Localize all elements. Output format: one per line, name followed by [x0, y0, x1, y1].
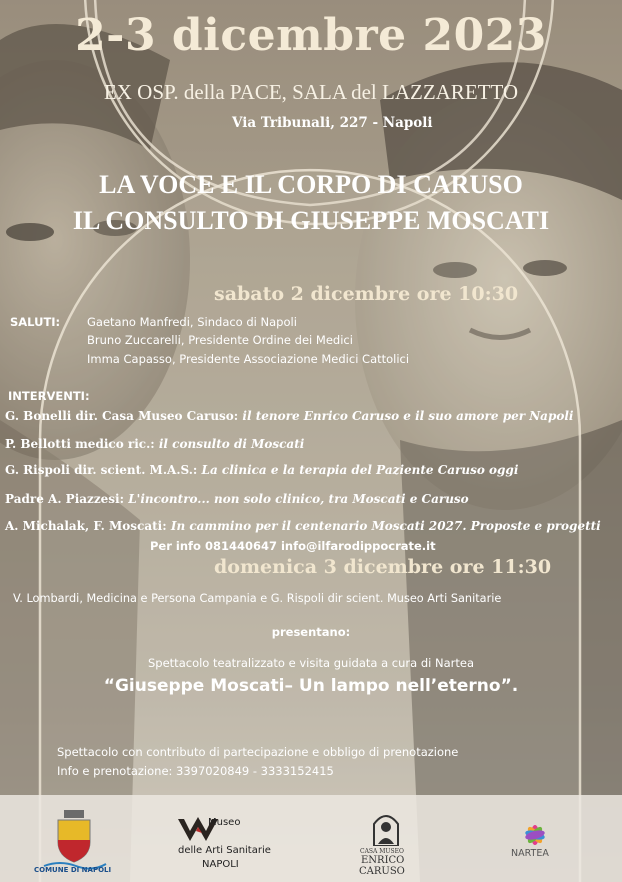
saluti-item [87, 352, 409, 366]
title-line-1: LA VOCE E IL CORPO DI CARUSO [99, 170, 523, 199]
nartea-label: NARTEA [511, 848, 549, 859]
presentano: presentano: [271, 625, 351, 639]
intervento-item [5, 437, 304, 451]
intervento-speaker: A. Michalak, F. Moscati: [5, 519, 171, 533]
saturday-heading [214, 283, 518, 305]
intervento-topic: La clinica e la terapia del Paziente Caruso oggi [201, 463, 519, 477]
event-address: Via Tribunali, 227 - Napoli [232, 115, 433, 131]
casa-line-3: CARUSO [359, 866, 405, 877]
saluti-item [87, 333, 353, 347]
interventi-label: INTERVENTI: [8, 389, 90, 403]
saturday-info: Per info 081440647 info@ilfarodippocrate.it [150, 539, 436, 553]
sunday-presenters: V. Lombardi, Medicina e Persona Campania e G. Rispoli dir scient. Museo Arti Sanitarie [13, 592, 502, 605]
saluti-item [87, 315, 297, 329]
intervento-speaker: P. Bellotti medico ric.: [5, 437, 159, 451]
casa-line-2: ENRICO [361, 855, 405, 866]
casa-line-1: CASA MUSEO [360, 848, 404, 855]
show-description: Spettacolo teatralizzato e visita guidata a cura di Nartea [148, 656, 474, 670]
intervento-speaker: G. Bonelli dir. Casa Museo Caruso: [5, 409, 243, 423]
intervento-topic: L'incontro... non solo clinico, tra Moscati e Caruso [128, 492, 469, 506]
booking-note: Spettacolo con contributo di partecipazione e obbligo di prenotazione [57, 745, 459, 759]
saluti-role: Sindaco di Napoli [193, 315, 297, 329]
sunday-heading: domenica 3 dicembre ore 11:30 [214, 556, 552, 578]
saluti-role: Presidente Ordine dei Medici [184, 333, 353, 347]
comune-napoli-logo [34, 808, 112, 878]
museo-line-3: NAPOLI [202, 859, 239, 870]
nartea-flower-icon [513, 815, 557, 847]
intervento-topic: il consulto di Moscati [158, 437, 305, 451]
show-title: “Giuseppe Moscati– Un lampo nell’eterno”. [103, 676, 519, 696]
casa-museo-caruso-logo [356, 812, 416, 878]
booking-phones: Info e prenotazione: 3397020849 - 3333152415 [57, 764, 334, 778]
intervento-speaker: G. Rispoli dir. scient. M.A.S.: [5, 463, 202, 477]
saturday-date: sabato 2 dicembre [214, 283, 411, 305]
caruso-bust-icon [370, 812, 402, 846]
museo-arti-sanitarie-logo [176, 815, 286, 875]
museo-line-2: delle Arti Sanitarie [178, 845, 271, 856]
saluti-name: Gaetano Manfredi, [87, 315, 194, 329]
nartea-logo [505, 815, 565, 875]
title-line-2: IL CONSULTO DI GIUSEPPE MOSCATI [72, 206, 550, 235]
intervento-item [5, 409, 573, 423]
intervento-speaker: Padre A. Piazzesi: [5, 492, 129, 506]
saluti-name: Imma Capasso, [87, 352, 176, 366]
museo-line-1: Museo [208, 817, 241, 828]
intervento-item [5, 519, 601, 533]
intervento-topic: In cammino per il centenario Moscati 2027. Proposte e progetti [170, 519, 601, 533]
comune-label: COMUNE DI NAPOLI [34, 866, 112, 874]
event-venue: EX OSP. della PACE, SALA del LAZZARETTO [103, 80, 519, 104]
saluti-label: SALUTI: [10, 315, 61, 329]
event-date: 2-3 dicembre 2023 [75, 10, 547, 61]
saluti-name: Bruno Zuccarelli, [87, 333, 185, 347]
intervento-item [5, 492, 469, 506]
saturday-time: ore 10:30 [416, 283, 519, 305]
intervento-topic: il tenore Enrico Caruso e il suo amore per Napoli [242, 409, 574, 423]
intervento-item [5, 463, 518, 477]
saluti-role: Presidente Associazione Medici Cattolici [175, 352, 410, 366]
